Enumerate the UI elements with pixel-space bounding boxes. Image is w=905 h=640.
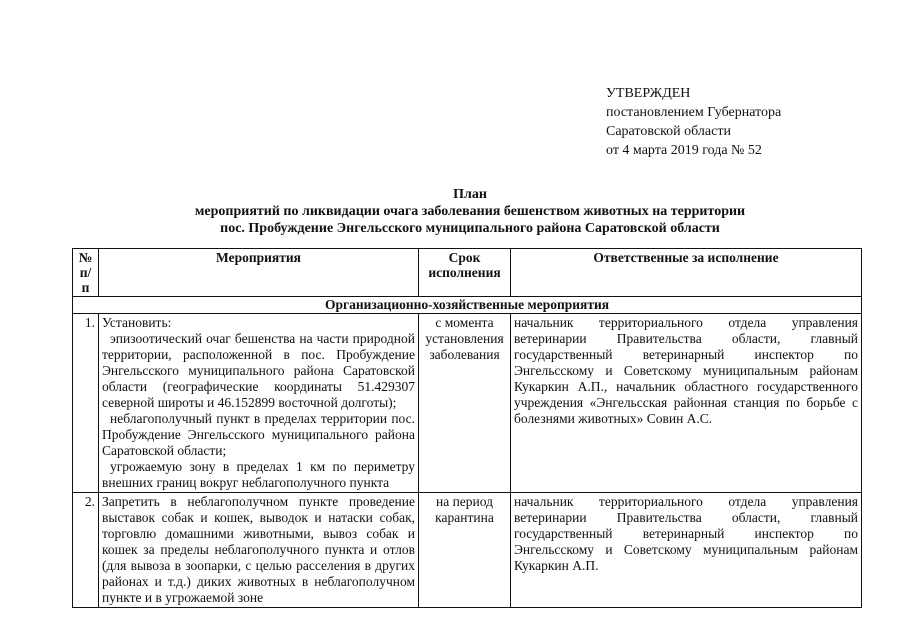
approval-region: Саратовской области xyxy=(606,124,731,139)
approval-block xyxy=(606,84,781,160)
header-term-line-2: исполнения xyxy=(428,265,501,280)
approval-resolution: постановлением Губернатора xyxy=(606,105,782,120)
header-responsible: Ответственные за исполнение xyxy=(511,249,862,297)
header-term-line-1: Срок xyxy=(448,250,481,265)
approval-date: от 4 марта 2019 года № 52 xyxy=(606,143,762,158)
plan-title xyxy=(80,186,860,237)
row-activity xyxy=(99,314,419,493)
activity-paragraph: угрожаемую зону в пределах 1 км по периметру внешних границ вокруг неблагополучного пункта xyxy=(102,459,415,490)
row-term: с момента установления заболевания xyxy=(419,314,511,493)
header-activities: Мероприятия xyxy=(99,249,419,297)
plan-title-line-2: мероприятий по ликвидации очага заболевания бешенством животных на территории xyxy=(194,204,746,219)
header-number-line-1: № xyxy=(78,250,93,265)
activity-paragraph: неблагополучный пункт в пределах территории пос. Пробуждение Энгельсского муниципального района Саратовской области; xyxy=(102,411,415,458)
row-activity: Запретить в неблагополучном пункте проведение выставок собак и кошек, выводок и натаски собак, торговлю домашними животными, вывоз собак и кошек за пределы неблагополучного пункта и отлов (для вывоза в зоопарки, с целью расселения в других районах и т.д.) диких животных в неблагополучном пункте и в угрожаемой зоне xyxy=(99,493,419,608)
table-row xyxy=(73,493,862,608)
approval-heading: УТВЕРЖДЕН xyxy=(606,86,691,101)
header-number xyxy=(73,249,99,297)
plan-title-line-3: пос. Пробуждение Энгельсского муниципального района Саратовской области xyxy=(220,221,720,236)
section-title: Организационно-хозяйственные мероприятия xyxy=(73,297,862,314)
row-number: 1. xyxy=(73,314,99,493)
plan-table xyxy=(72,248,862,608)
activity-intro: Установить: xyxy=(102,315,172,330)
plan-title-line-1: План xyxy=(453,187,487,202)
row-term: на период карантина xyxy=(419,493,511,608)
row-responsible: начальник территориального отдела управления ветеринарии Правительства области, главный государственный ветеринарный инспектор по Энгельсскому и Советскому муниципальным районам Кукаркин А.П. xyxy=(511,493,862,608)
table-header-row xyxy=(73,249,862,297)
section-row xyxy=(73,297,862,314)
row-responsible: начальник территориального отдела управления ветеринарии Правительства области, главный государственный ветеринарный инспектор по Энгельсскому и Советскому муниципальным районам Кукаркин А.П., начальник областного государственного учреждения «Энгельсская районная станция по борьбе с болезнями животных» Совин А.С. xyxy=(511,314,862,493)
header-term xyxy=(419,249,511,297)
table-row xyxy=(73,314,862,493)
header-number-line-2: п/п xyxy=(79,265,92,295)
activity-paragraph: эпизоотический очаг бешенства на части природной территории, расположенной в пос. Пробуждение Энгельсского муниципального района Саратовской области (географические координаты 51.429307 северной широты и 46.152899 восточной долготы); xyxy=(102,331,415,410)
row-number: 2. xyxy=(73,493,99,608)
